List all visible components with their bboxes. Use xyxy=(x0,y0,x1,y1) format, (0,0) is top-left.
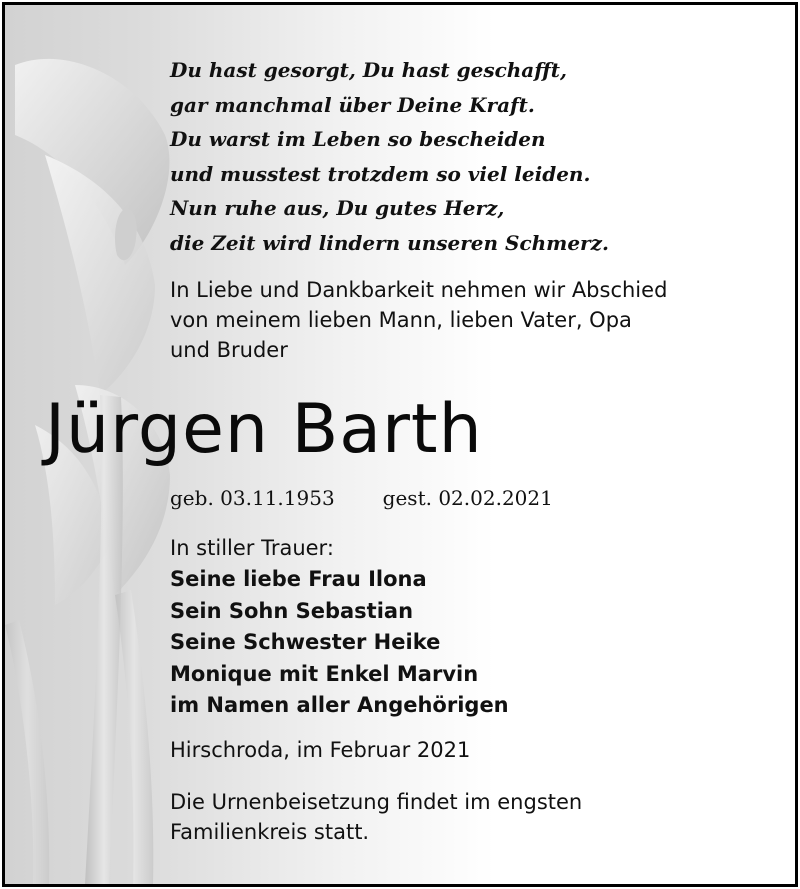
burial-note xyxy=(170,787,582,847)
poem-line: die Zeit wird lindern unseren Schmerz. xyxy=(170,230,609,255)
mourning-label: In stiller Trauer: xyxy=(170,536,334,560)
birth-date: geb. 03.11.1953 xyxy=(170,486,335,510)
note-line: Familienkreis statt. xyxy=(170,820,370,844)
mourner-entry: im Namen aller Angehörigen xyxy=(170,693,509,717)
life-dates xyxy=(170,483,553,513)
mourner-entry: Sein Sohn Sebastian xyxy=(170,598,414,623)
poem-line: gar manchmal über Deine Kraft. xyxy=(170,92,535,117)
intro-line: und Bruder xyxy=(170,338,288,362)
poem-line: und musstest trotzdem so viel leiden. xyxy=(170,161,591,186)
poem-line: Du warst im Leben so bescheiden xyxy=(170,127,546,151)
deceased-name: Jürgen Barth xyxy=(45,390,483,469)
mourners-list xyxy=(170,564,509,722)
mourner-entry: Seine liebe Frau Ilona xyxy=(170,567,427,591)
intro-line: In Liebe und Dankbarkeit nehmen wir Abschied xyxy=(170,278,668,302)
death-date: gest. 02.02.2021 xyxy=(382,486,553,510)
memorial-poem xyxy=(170,53,609,260)
poem-line: Nun ruhe aus, Du gutes Herz, xyxy=(170,196,505,220)
place-and-date: Hirschroda, im Februar 2021 xyxy=(170,738,471,762)
mourner-entry: Monique mit Enkel Marvin xyxy=(170,661,479,686)
poem-line: Du hast gesorgt, Du hast geschafft, xyxy=(170,58,568,82)
intro-line: von meinem lieben Mann, lieben Vater, Opa xyxy=(170,308,632,332)
farewell-intro xyxy=(170,275,667,365)
obituary-notice xyxy=(2,2,798,887)
mourner-entry: Seine Schwester Heike xyxy=(170,630,441,654)
note-line: Die Urnenbeisetzung findet im engsten xyxy=(170,790,583,814)
